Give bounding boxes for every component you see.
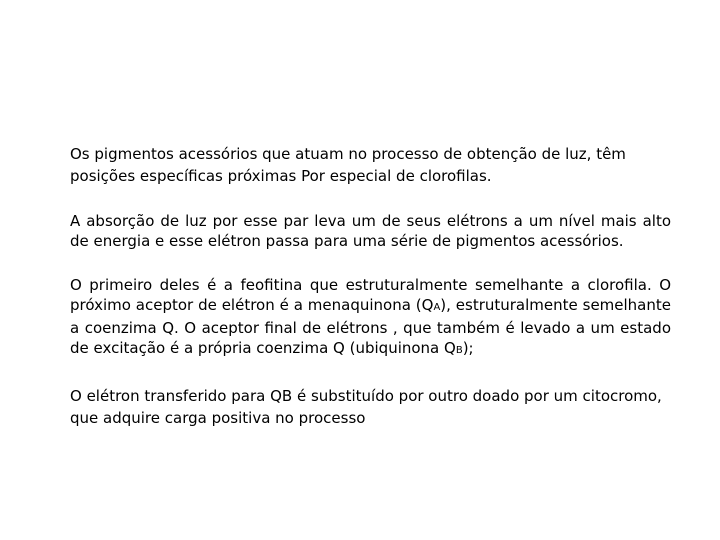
paragraph-electron-acceptors-part3: ); [462,339,474,357]
paragraph-light-absorption: A absorção de luz por esse par leva um de seus elétrons a um nível mais alto de energia e esse elétron passa para uma série de pigmentos acessórios. [70,212,671,250]
subscript-a: A [433,302,441,313]
paragraph-electron-acceptors-part2: ), estruturalmente semelhante a coenzima Q. O aceptor final de elétrons , que também é levado a um estado de excitação é a própria coenzima Q (ubiquinona Q [70,296,671,357]
paragraph-electron-acceptors-part1: O primeiro deles é a feofitina que estruturalmente semelhante a clorofila. O próximo aceptor de elétron é a menaquinona (Q [70,276,671,314]
paragraph-electron-acceptors [70,275,671,361]
paragraph-pigments: Os pigmentos acessórios que atuam no processo de obtenção de luz, têm posições específicas próximas Por especial de clorofilas. [70,145,626,185]
paragraph-cytochrome: O elétron transferido para QB é substituído por outro doado por um citocromo, que adquire carga positiva no processo [70,387,662,427]
text-body [70,143,671,429]
subscript-b: B [455,345,463,356]
